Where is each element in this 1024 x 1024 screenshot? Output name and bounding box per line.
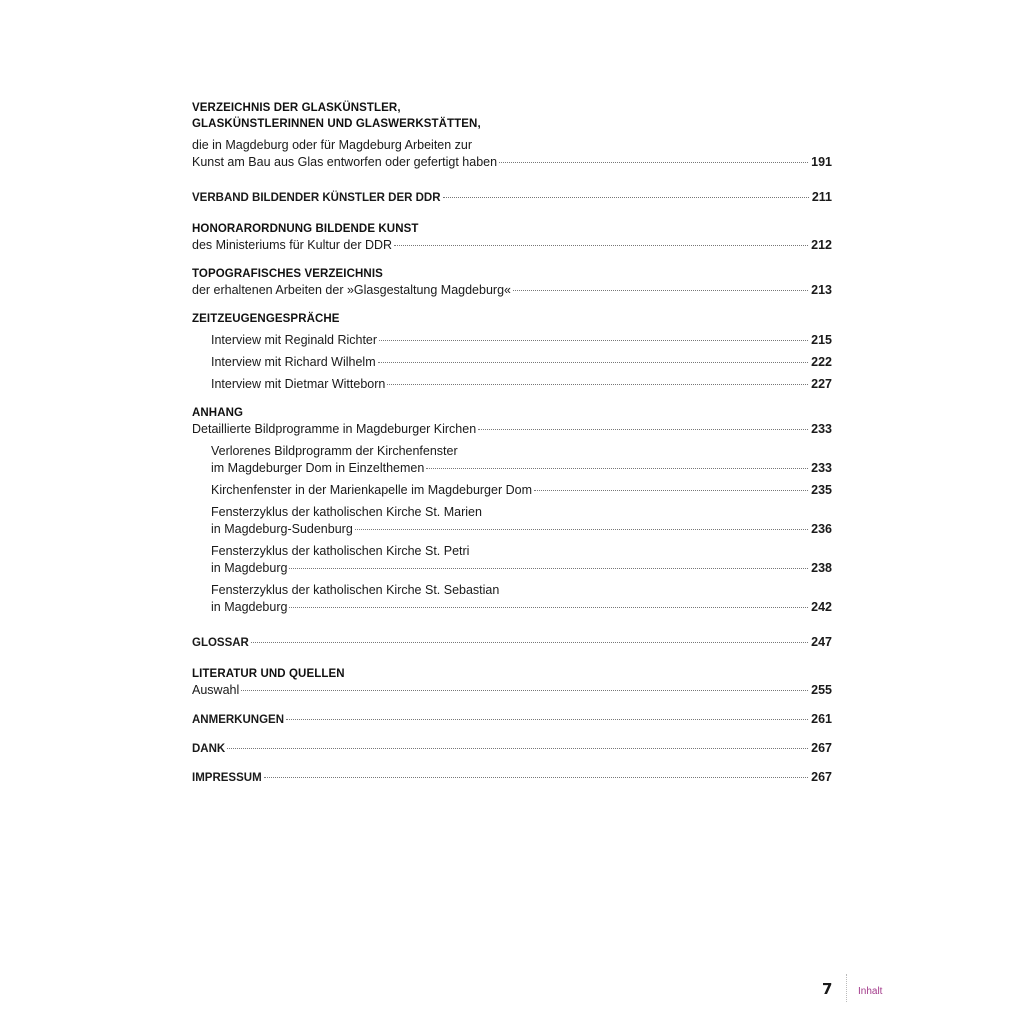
toc-entry[interactable] — [192, 711, 832, 729]
toc-entry[interactable] — [192, 421, 832, 438]
section-heading: LITERATUR UND QUELLEN — [192, 668, 345, 680]
section-heading: VERZEICHNIS DER GLASKÜNSTLER, — [192, 102, 401, 114]
folio-page-number: 7 — [822, 980, 833, 998]
toc-entry[interactable] — [211, 560, 832, 577]
page-number: 215 — [811, 333, 832, 347]
dot-leader — [394, 245, 808, 246]
dot-leader — [478, 429, 808, 430]
page-number: 261 — [811, 712, 832, 726]
entry-label: Interview mit Richard Wilhelm — [211, 355, 376, 369]
dot-leader — [264, 777, 808, 778]
entry-label: im Magdeburger Dom in Einzelthemen — [211, 461, 425, 475]
entry-label: ANMERKUNGEN — [192, 714, 284, 726]
entry-label: der erhaltenen Arbeiten der »Glasgestaltung Magdeburg« — [192, 283, 511, 297]
page-number: 191 — [811, 155, 832, 169]
section-heading: HONORARORDNUNG BILDENDE KUNST — [192, 223, 419, 235]
entry-label: VERBAND BILDENDER KÜNSTLER DER DDR — [192, 192, 441, 204]
page-number: 213 — [811, 283, 832, 297]
entry-label: in Magdeburg — [211, 600, 288, 614]
entry-label: Auswahl — [192, 683, 240, 697]
running-head: Inhalt — [858, 986, 883, 997]
dot-leader — [227, 748, 808, 749]
page-number: 211 — [811, 190, 832, 204]
toc-entry[interactable] — [211, 521, 832, 538]
dot-leader — [534, 490, 808, 491]
toc-section-glaskuenstler — [192, 100, 832, 171]
dot-leader — [241, 690, 808, 691]
page-number: 242 — [811, 600, 832, 614]
section-heading: GLASKÜNSTLERINNEN UND GLASWERKSTÄTTEN, — [192, 118, 481, 130]
dot-leader — [378, 362, 809, 363]
toc-section-literatur — [192, 666, 832, 699]
table-of-contents — [192, 100, 832, 796]
entry-label: Interview mit Reginald Richter — [211, 333, 378, 347]
toc-section-glossar — [192, 634, 832, 652]
dot-leader — [289, 607, 808, 608]
page-number: 233 — [811, 461, 832, 475]
section-heading: ZEITZEUGENGESPRÄCHE — [192, 313, 340, 325]
entry-label: Detaillierte Bildprogramme in Magdeburger Kirchen — [192, 422, 477, 436]
entry-text: die in Magdeburg oder für Magdeburg Arbeiten zur — [192, 138, 473, 152]
toc-entry[interactable] — [211, 599, 832, 616]
dot-leader — [251, 642, 808, 643]
toc-section-impressum — [192, 769, 832, 787]
page-number: 212 — [811, 238, 832, 252]
toc-entry[interactable] — [192, 237, 832, 254]
page-number: 235 — [811, 483, 832, 497]
entry-label: in Magdeburg-Sudenburg — [211, 522, 353, 536]
entry-label: Kirchenfenster in der Marienkapelle im Magdeburger Dom — [211, 483, 532, 497]
page-number: 227 — [811, 377, 832, 391]
page-number: 255 — [811, 683, 832, 697]
entry-label: in Magdeburg — [211, 561, 288, 575]
entry-label: DANK — [192, 743, 226, 755]
dot-leader — [355, 529, 808, 530]
toc-section-honorarordnung — [192, 221, 832, 254]
page-number: 233 — [811, 422, 832, 436]
toc-entry[interactable] — [192, 154, 832, 171]
toc-entry[interactable] — [192, 282, 832, 299]
toc-entry[interactable] — [192, 189, 832, 207]
page-number: 222 — [811, 355, 832, 369]
dot-leader — [387, 384, 808, 385]
entry-label: GLOSSAR — [192, 637, 249, 649]
toc-entry[interactable] — [211, 332, 832, 349]
entry-text: Fensterzyklus der katholischen Kirche St. Marien — [211, 505, 482, 519]
toc-section-anmerkungen — [192, 711, 832, 729]
footer-divider — [846, 974, 847, 1002]
toc-entry[interactable] — [211, 354, 832, 371]
page-number: 267 — [811, 741, 832, 755]
section-heading: ANHANG — [192, 407, 244, 419]
page-number: 267 — [811, 770, 832, 784]
toc-entry[interactable] — [192, 740, 832, 758]
entry-text: Fensterzyklus der katholischen Kirche St. Sebastian — [211, 583, 500, 597]
dot-leader — [513, 290, 808, 291]
entry-text: Verlorenes Bildprogramm der Kirchenfenster — [211, 444, 458, 458]
toc-section-zeitzeugen — [192, 311, 832, 393]
toc-entry[interactable] — [192, 634, 832, 652]
toc-entry[interactable] — [192, 682, 832, 699]
section-heading: TOPOGRAFISCHES VERZEICHNIS — [192, 268, 383, 280]
toc-entry[interactable] — [211, 376, 832, 393]
dot-leader — [443, 197, 809, 198]
page-number: 236 — [811, 522, 832, 536]
dot-leader — [289, 568, 808, 569]
dot-leader — [379, 340, 808, 341]
dot-leader — [499, 162, 808, 163]
entry-label: IMPRESSUM — [192, 772, 262, 784]
toc-entry[interactable] — [211, 482, 832, 499]
entry-label: des Ministeriums für Kultur der DDR — [192, 238, 393, 252]
dot-leader — [286, 719, 808, 720]
dot-leader — [426, 468, 808, 469]
page-number: 247 — [811, 635, 832, 649]
toc-section-verband — [192, 189, 832, 207]
entry-text: Fensterzyklus der katholischen Kirche St. Petri — [211, 544, 470, 558]
page-number: 238 — [811, 561, 832, 575]
entry-label: Kunst am Bau aus Glas entworfen oder gefertigt haben — [192, 155, 498, 169]
toc-entry[interactable] — [211, 460, 832, 477]
toc-section-topografisch — [192, 266, 832, 299]
toc-entry[interactable] — [192, 769, 832, 787]
entry-label: Interview mit Dietmar Witteborn — [211, 377, 386, 391]
toc-section-dank — [192, 740, 832, 758]
toc-section-anhang — [192, 405, 832, 616]
